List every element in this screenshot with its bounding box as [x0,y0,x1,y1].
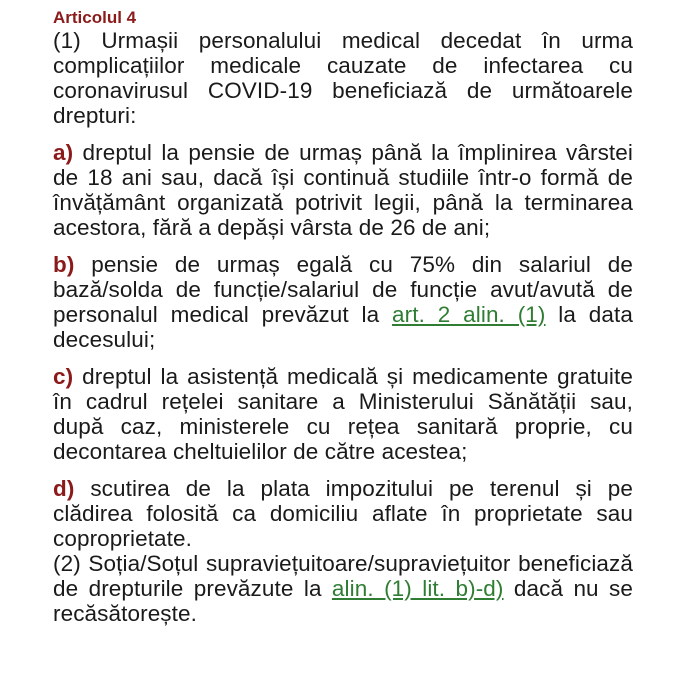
list-item-a [53,140,633,240]
item-text-b-after: la data decesului; [53,302,633,352]
list-item-c [53,364,633,464]
article-title: Articolul 4 [53,8,137,27]
paragraph-2-before: (2) Soția/Soțul supraviețuitoare/supraviețuitor beneficiază de drepturile prevăzute la [53,551,633,601]
paragraph-2 [53,551,633,626]
item-letter-d: d) [53,476,75,501]
item-text-b-before: pensie de urmaș egală cu 75% din salariul de bază/solda de funcție/salariul de funcție avut/avută de personalul medical prevăzut la [53,252,633,327]
list-item-d [53,476,633,551]
paragraph-2-after: dacă nu se recăsătorește. [53,576,633,626]
item-text-a: dreptul la pensie de urmaș până la împlinirea vârstei de 18 ani sau, dacă își continuă studiile într-o formă de învățământ organizată potrivit legii, până la terminarea acestora, fără a depăși vârsta de 26 de ani; [53,140,633,240]
paragraph-1-intro: (1) Urmașii personalului medical decedat în urma complicațiilor medicale cauzate de infectarea cu coronavirusul COVID-19 beneficiază de următoarele drepturi: [53,28,633,128]
reference-link-alin-1[interactable]: alin. (1) lit. b)-d) [331,576,504,601]
reference-link-art-2[interactable]: art. 2 alin. (1) [392,302,546,327]
item-letter-a: a) [53,140,74,165]
item-letter-b: b) [53,252,75,277]
item-text-c: dreptul la asistență medicală și medicamente gratuite în cadrul rețelei sanitare a Ministerului Sănătății sau, după caz, ministerele cu rețea sanitară proprie, cu decontarea cheltuielilor de către acestea; [53,364,633,464]
list-item-b [53,252,633,352]
item-letter-c: c) [53,364,74,389]
item-text-d: scutirea de la plata impozitului pe terenul și pe clădirea folosită ca domiciliu aflate în proprietate sau coproprietate. [53,476,633,551]
